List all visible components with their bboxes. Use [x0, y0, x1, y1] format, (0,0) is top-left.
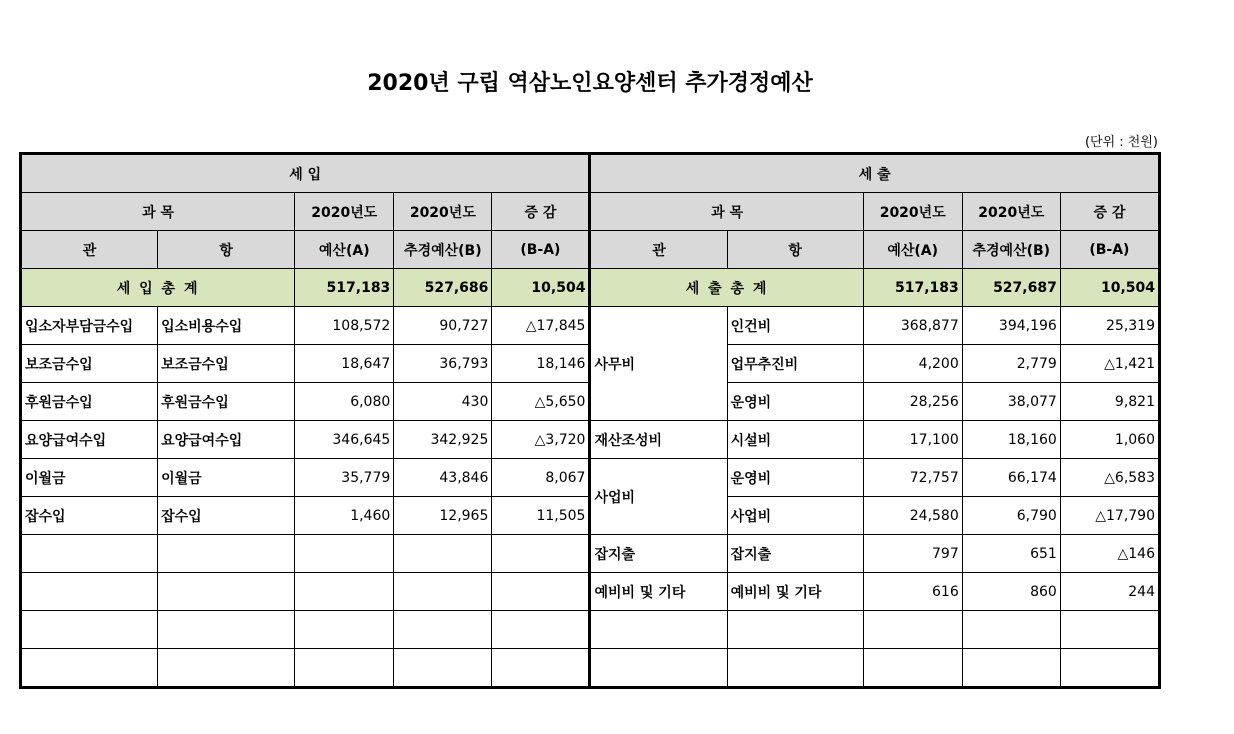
income-gwan-cell: 잡수입 — [21, 497, 158, 535]
income-diff-cell: 8,067 — [492, 459, 590, 497]
expense-total-b: 527,687 — [962, 269, 1060, 307]
expense-diff-cell: △6,583 — [1060, 459, 1159, 497]
expense-b-cell: 66,174 — [962, 459, 1060, 497]
income-total-diff: 10,504 — [492, 269, 590, 307]
empty-cell — [394, 535, 492, 573]
table-row — [21, 307, 1160, 345]
empty-cell — [295, 535, 394, 573]
expense-gwan-cell: 재산조성비 — [590, 421, 727, 459]
expense-hang-cell: 잡지출 — [727, 535, 863, 573]
empty-cell — [394, 611, 492, 649]
table-row — [21, 611, 1160, 649]
empty-cell — [158, 535, 295, 573]
income-a-cell: 346,645 — [295, 421, 394, 459]
income-gwan-cell: 이월금 — [21, 459, 158, 497]
unit-label: (단위 : 천원) — [1084, 135, 1158, 150]
expense-diff-header: (B-A) — [1060, 231, 1159, 269]
income-total-b: 527,686 — [394, 269, 492, 307]
empty-cell — [727, 649, 863, 688]
income-hang-cell: 후원금수입 — [158, 383, 295, 421]
expense-total-diff: 10,504 — [1060, 269, 1159, 307]
empty-cell — [492, 535, 590, 573]
income-diff-cell: △5,650 — [492, 383, 590, 421]
expense-diff-cell: 244 — [1060, 573, 1159, 611]
table-row — [21, 573, 1160, 611]
expense-b-cell: 18,160 — [962, 421, 1060, 459]
income-diff-cell: △17,845 — [492, 307, 590, 345]
expense-a-cell: 4,200 — [863, 345, 962, 383]
income-gwan-cell: 후원금수입 — [21, 383, 158, 421]
table-row — [21, 459, 1160, 497]
income-hang-cell: 잡수입 — [158, 497, 295, 535]
expense-year-a-header: 2020년도 — [863, 193, 962, 231]
empty-cell — [962, 649, 1060, 688]
expense-budget-a-header: 예산(A) — [863, 231, 962, 269]
income-hang-cell: 요양급여수입 — [158, 421, 295, 459]
expense-b-cell: 394,196 — [962, 307, 1060, 345]
expense-section-header: 세 출 — [590, 154, 1160, 193]
income-b-cell: 36,793 — [394, 345, 492, 383]
income-gwan-cell: 보조금수입 — [21, 345, 158, 383]
expense-total-a: 517,183 — [863, 269, 962, 307]
expense-hang-header: 항 — [727, 231, 863, 269]
expense-b-cell: 860 — [962, 573, 1060, 611]
empty-cell — [590, 649, 727, 688]
income-hang-cell: 이월금 — [158, 459, 295, 497]
expense-year-b-header: 2020년도 — [962, 193, 1060, 231]
empty-cell — [158, 573, 295, 611]
expense-b-cell: 651 — [962, 535, 1060, 573]
empty-cell — [492, 649, 590, 688]
income-hang-cell: 보조금수입 — [158, 345, 295, 383]
income-b-cell: 90,727 — [394, 307, 492, 345]
income-gwan-cell: 요양급여수입 — [21, 421, 158, 459]
income-gwan-header: 관 — [21, 231, 158, 269]
expense-gwan-cell: 사무비 — [590, 307, 727, 421]
page-title: 2020년 구립 역삼노인요양센터 추가경정예산 — [367, 71, 813, 96]
empty-cell — [158, 649, 295, 688]
table-row — [21, 649, 1160, 688]
income-budget-b-header: 추경예산(B) — [394, 231, 492, 269]
empty-cell — [158, 611, 295, 649]
expense-a-cell: 24,580 — [863, 497, 962, 535]
income-a-cell: 108,572 — [295, 307, 394, 345]
expense-change-header: 증 감 — [1060, 193, 1159, 231]
empty-cell — [727, 611, 863, 649]
empty-cell — [295, 573, 394, 611]
expense-a-cell: 28,256 — [863, 383, 962, 421]
expense-a-cell: 368,877 — [863, 307, 962, 345]
income-diff-cell: 18,146 — [492, 345, 590, 383]
income-b-cell: 342,925 — [394, 421, 492, 459]
expense-gwan-header: 관 — [590, 231, 727, 269]
empty-cell — [394, 649, 492, 688]
empty-cell — [590, 611, 727, 649]
empty-cell — [492, 573, 590, 611]
expense-hang-cell: 예비비 및 기타 — [727, 573, 863, 611]
income-b-cell: 12,965 — [394, 497, 492, 535]
income-b-cell: 430 — [394, 383, 492, 421]
empty-cell — [1060, 611, 1159, 649]
expense-diff-cell: △146 — [1060, 535, 1159, 573]
expense-b-cell: 2,779 — [962, 345, 1060, 383]
empty-cell — [394, 573, 492, 611]
income-a-cell: 18,647 — [295, 345, 394, 383]
income-b-cell: 43,846 — [394, 459, 492, 497]
empty-cell — [295, 649, 394, 688]
empty-cell — [863, 611, 962, 649]
expense-diff-cell: 25,319 — [1060, 307, 1159, 345]
income-a-cell: 1,460 — [295, 497, 394, 535]
income-year-a-header: 2020년도 — [295, 193, 394, 231]
empty-cell — [21, 573, 158, 611]
empty-cell — [295, 611, 394, 649]
budget-table — [19, 152, 1161, 689]
income-gwan-cell: 입소자부담금수입 — [21, 307, 158, 345]
expense-budget-b-header: 추경예산(B) — [962, 231, 1060, 269]
income-total-a: 517,183 — [295, 269, 394, 307]
table-row — [21, 535, 1160, 573]
expense-diff-cell: 1,060 — [1060, 421, 1159, 459]
income-hang-header: 항 — [158, 231, 295, 269]
expense-gwan-cell: 예비비 및 기타 — [590, 573, 727, 611]
empty-cell — [21, 649, 158, 688]
income-diff-cell: △3,720 — [492, 421, 590, 459]
expense-hang-cell: 업무추진비 — [727, 345, 863, 383]
empty-cell — [863, 649, 962, 688]
expense-gwan-cell: 사업비 — [590, 459, 727, 535]
expense-a-cell: 797 — [863, 535, 962, 573]
expense-hang-cell: 운영비 — [727, 383, 863, 421]
expense-a-cell: 616 — [863, 573, 962, 611]
income-a-cell: 35,779 — [295, 459, 394, 497]
income-diff-cell: 11,505 — [492, 497, 590, 535]
expense-gwan-cell: 잡지출 — [590, 535, 727, 573]
expense-total-label: 세 출 총 계 — [590, 269, 863, 307]
income-subject-header: 과 목 — [21, 193, 295, 231]
income-change-header: 증 감 — [492, 193, 590, 231]
expense-diff-cell: △17,790 — [1060, 497, 1159, 535]
expense-a-cell: 17,100 — [863, 421, 962, 459]
empty-cell — [962, 611, 1060, 649]
income-year-b-header: 2020년도 — [394, 193, 492, 231]
expense-hang-cell: 사업비 — [727, 497, 863, 535]
income-section-header: 세 입 — [21, 154, 590, 193]
income-budget-a-header: 예산(A) — [295, 231, 394, 269]
empty-cell — [1060, 649, 1159, 688]
table-row — [21, 421, 1160, 459]
expense-diff-cell: 9,821 — [1060, 383, 1159, 421]
expense-b-cell: 38,077 — [962, 383, 1060, 421]
income-total-label: 세 입 총 계 — [21, 269, 295, 307]
income-hang-cell: 입소비용수입 — [158, 307, 295, 345]
income-a-cell: 6,080 — [295, 383, 394, 421]
expense-diff-cell: △1,421 — [1060, 345, 1159, 383]
income-diff-header: (B-A) — [492, 231, 590, 269]
expense-hang-cell: 인건비 — [727, 307, 863, 345]
expense-subject-header: 과 목 — [590, 193, 863, 231]
expense-a-cell: 72,757 — [863, 459, 962, 497]
expense-hang-cell: 시설비 — [727, 421, 863, 459]
empty-cell — [21, 535, 158, 573]
expense-b-cell: 6,790 — [962, 497, 1060, 535]
empty-cell — [492, 611, 590, 649]
total-row — [21, 269, 1160, 307]
empty-cell — [21, 611, 158, 649]
expense-hang-cell: 운영비 — [727, 459, 863, 497]
